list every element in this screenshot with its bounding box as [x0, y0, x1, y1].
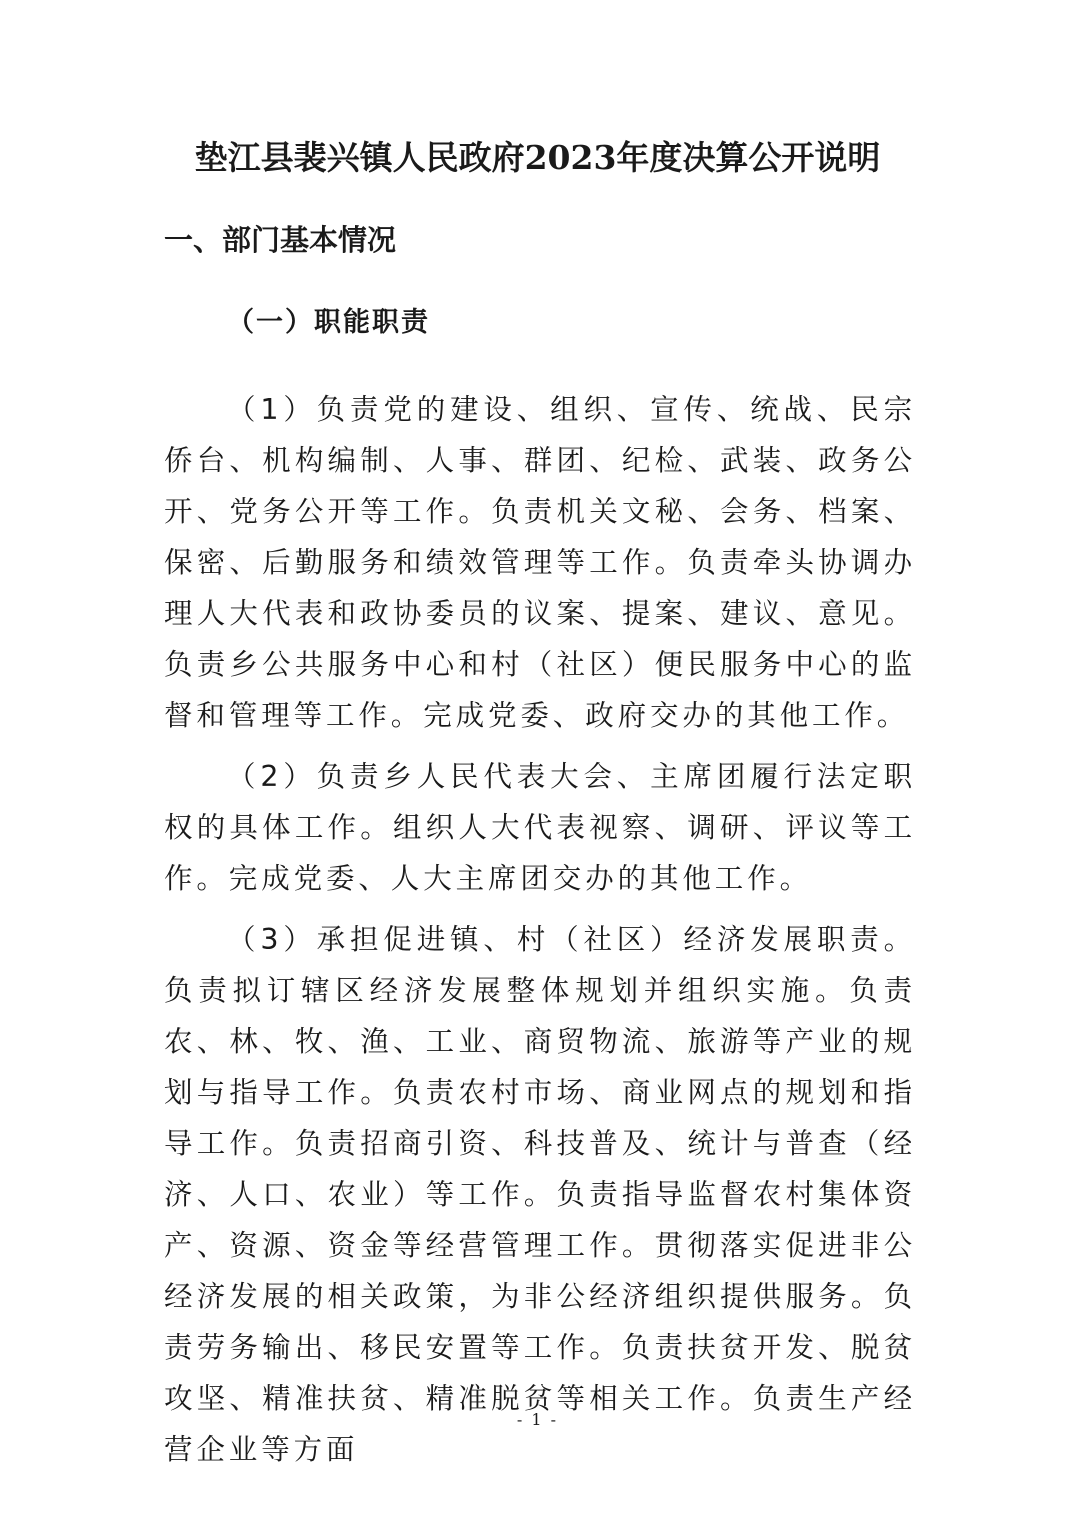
document-title: 垫江县裴兴镇人民政府2023年度决算公开说明: [194, 138, 881, 177]
page-number: - 1 -: [516, 1410, 559, 1429]
section-heading: 一、部门基本情况: [164, 223, 397, 257]
subsection-heading: （一）职能职责: [227, 307, 430, 338]
paragraph-3: （3）承担促进镇、村（社区）经济发展职责。负责拟订辖区经济发展整体规划并组织实施。负责农、林、牧、渔、工业、商贸物流、旅游等产业的规划与指导工作。负责农村市场、商业网点的规划和指导工作。负责招商引资、科技普及、统计与普查（经济、人口、农业）等工作。负责指导监督农村集体资产、资源、资金等经营管理工作。贯彻落实促进非公经济发展的相关政策，为非公经济组织提供服务。负责劳务输出、移民安置等工作。负责扶贫开发、脱贫攻坚、精准扶贫、精准脱贫等相关工作。负责生产经营企业等方面: [164, 923, 916, 1466]
paragraph-1: （1）负责党的建设、组织、宣传、统战、民宗侨台、机构编制、人事、群团、纪检、武装、政务公开、党务公开等工作。负责机关文秘、会务、档案、保密、后勤服务和绩效管理等工作。负责牵头协调办理人大代表和政协委员的议案、提案、建议、意见。负责乡公共服务中心和村（社区）便民服务中心的监督和管理等工作。完成党委、政府交办的其他工作。: [164, 393, 916, 732]
paragraph-2: （2）负责乡人民代表大会、主席团履行法定职权的具体工作。组织人大代表视察、调研、评议等工作。完成党委、人大主席团交办的其他工作。: [164, 760, 916, 895]
document-body: [164, 384, 916, 1475]
